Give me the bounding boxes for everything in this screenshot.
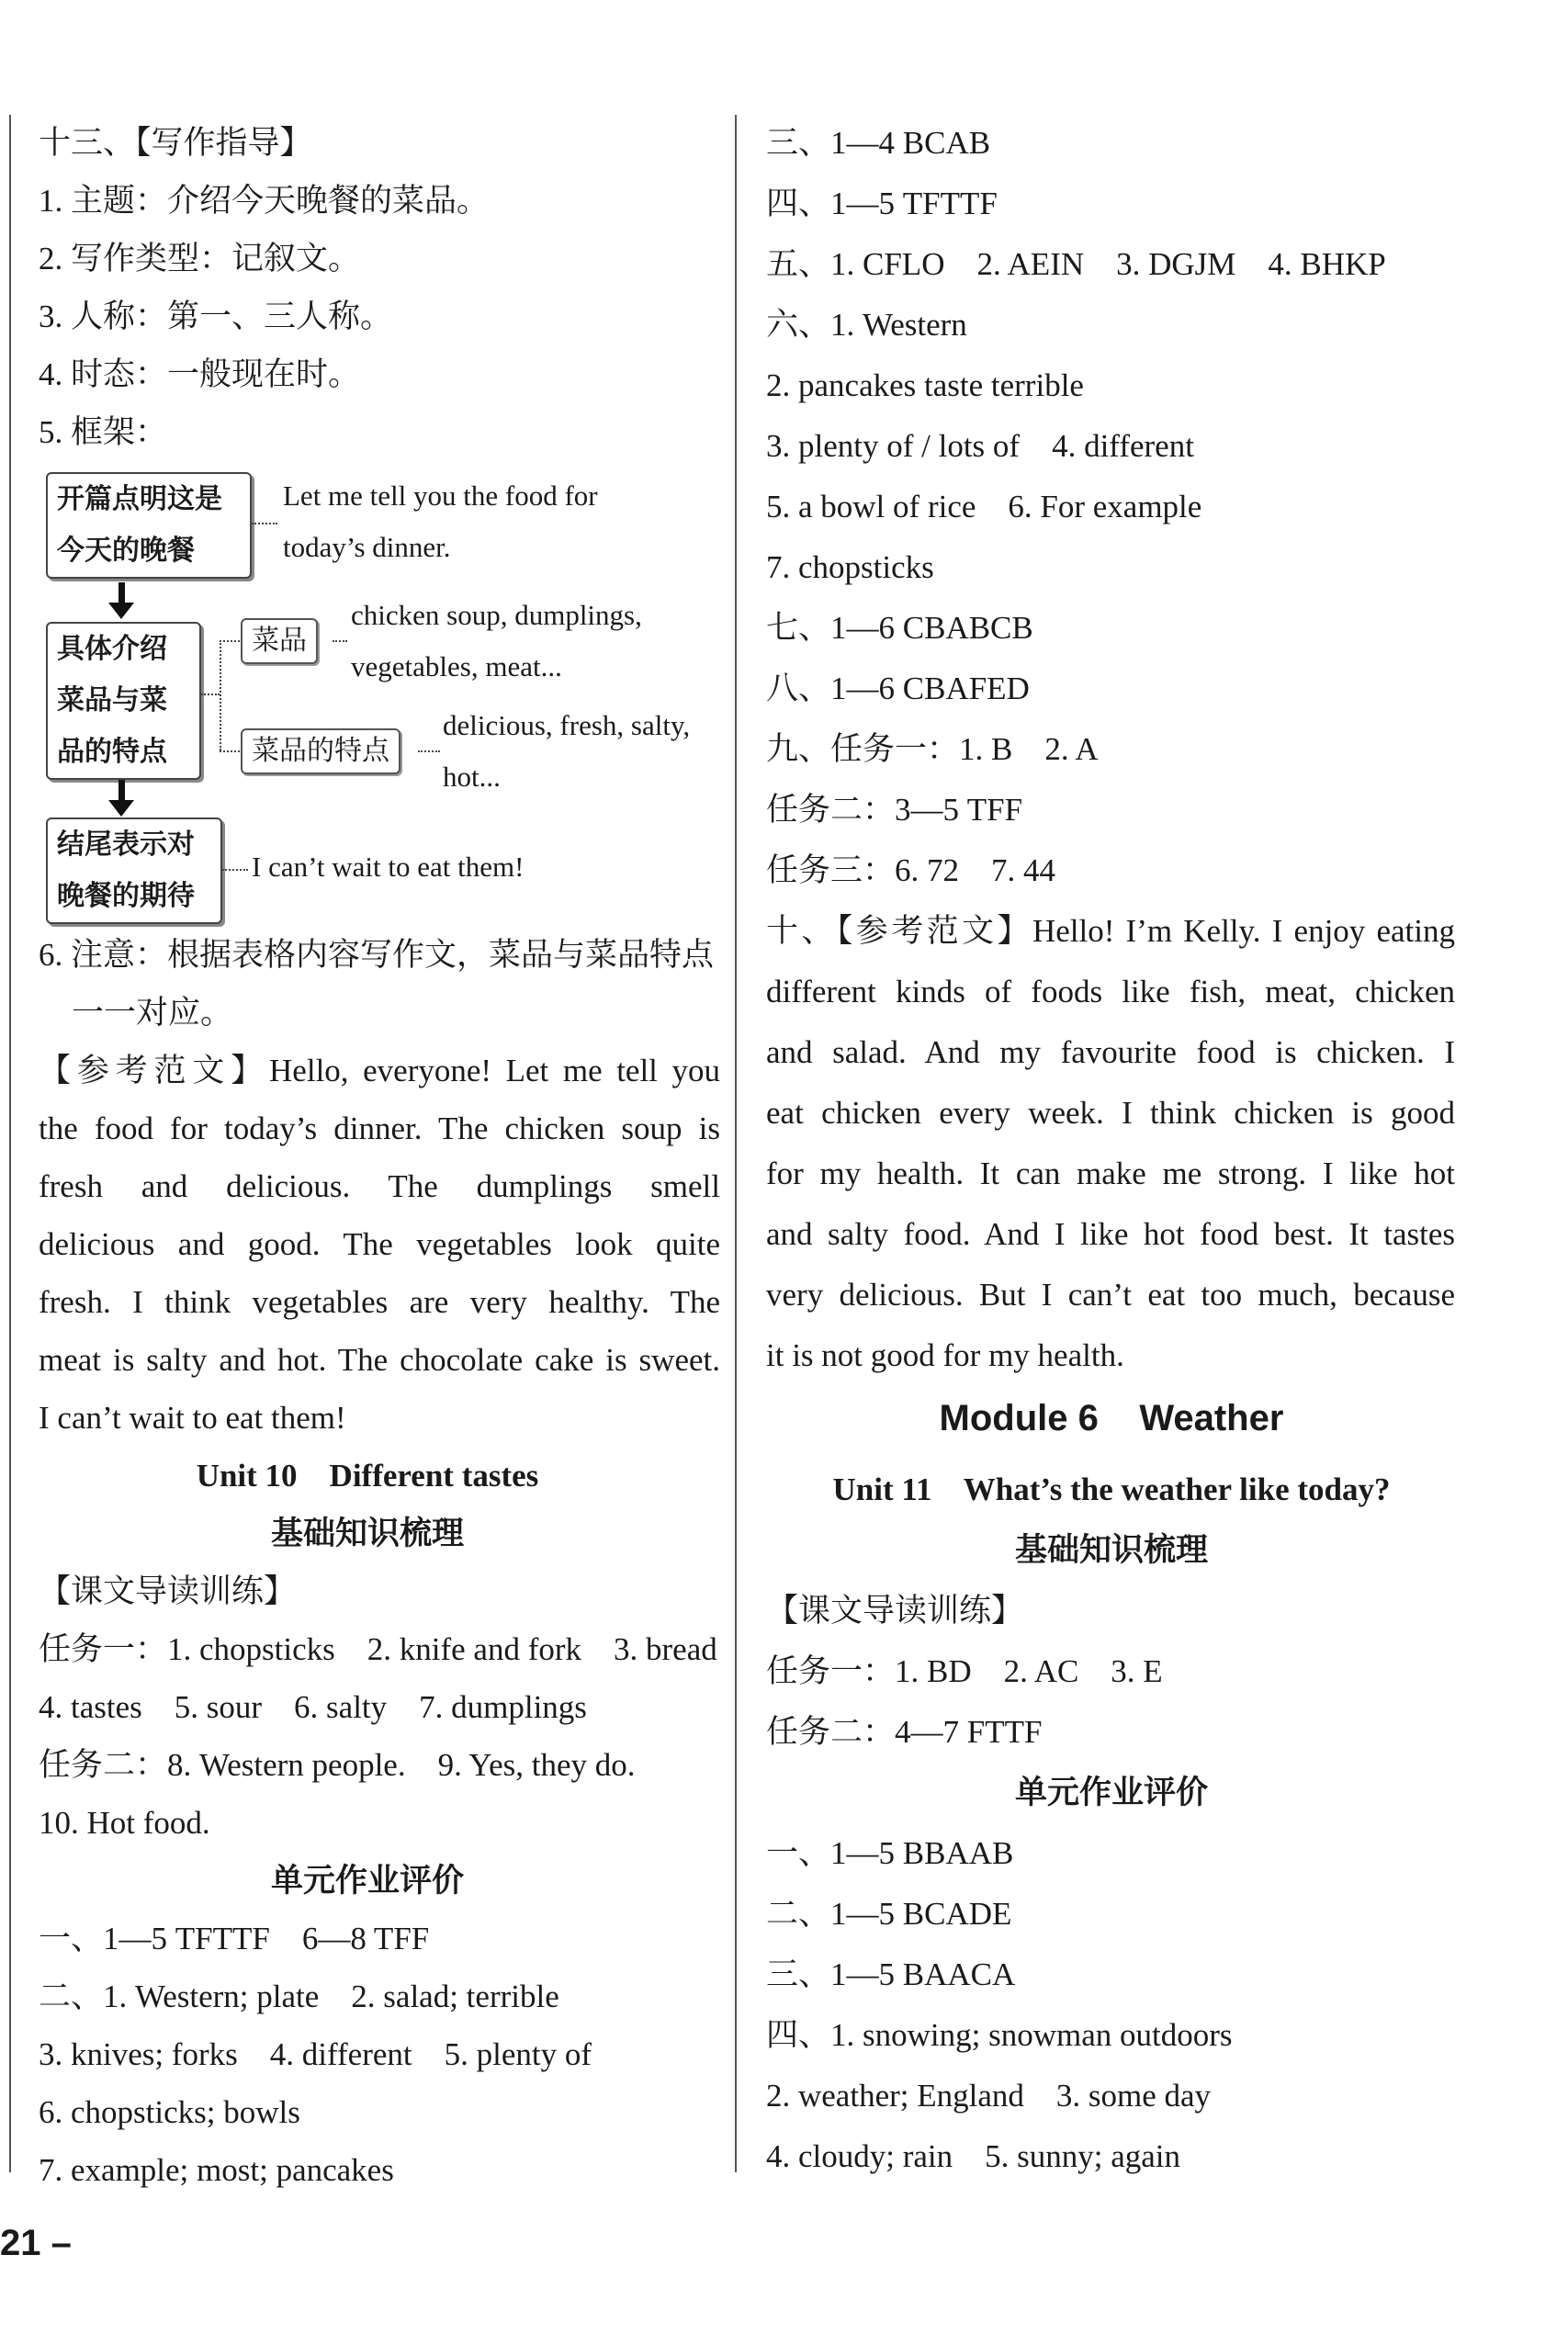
answer-line: 任务一：1. BD 2. AC 3. E	[766, 1653, 1163, 1689]
answer-line: 七、1—6 CBABCB	[766, 610, 1033, 646]
sample-essay-line: meat is salty and hot. The chocolate cake is sweet.	[39, 1342, 720, 1378]
answer-line: 任务二：4—7 FTTF	[766, 1714, 1043, 1750]
sample-essay-line: fresh. I think vegetables are very healthy. The	[39, 1284, 720, 1320]
answer-line: 6. chopsticks; bowls	[39, 2094, 300, 2130]
unit-10-title: Unit 10 Different tastes	[196, 1458, 539, 1494]
basics-heading: 基础知识梳理	[1014, 1532, 1208, 1568]
sample-essay-line: it is not good for my health.	[766, 1337, 1124, 1373]
guide-line: 2. 写作类型：记叙文。	[39, 241, 361, 276]
answer-line: 4. cloudy; rain 5. sunny; again	[766, 2138, 1181, 2174]
module-6-title: Module 6 Weather	[939, 1398, 1284, 1438]
answer-line: 10. Hot food.	[39, 1805, 210, 1841]
connector	[418, 750, 440, 752]
writing-guide-heading: 十三、【写作指导】	[39, 125, 312, 161]
eval-heading: 单元作业评价	[1014, 1775, 1208, 1810]
diagram-text: hot...	[443, 761, 501, 793]
connector	[333, 640, 347, 642]
diagram-text: chicken soup, dumplings,	[351, 599, 642, 631]
answer-line: 一、1—5 TFTTF 6—8 TFF	[39, 1921, 430, 1956]
sample-essay-line: different kinds of foods like fish, meat, chicken	[766, 974, 1455, 1009]
reading-heading: 【课文导读训练】	[766, 1593, 1024, 1629]
sample-essay-line: very delicious. But I can’t eat too much, because	[766, 1277, 1455, 1313]
answer-line: 7. example; most; pancakes	[39, 2152, 394, 2188]
answer-line: 四、1. snowing; snowman outdoors	[766, 2017, 1233, 2053]
answer-line: 任务三：6. 72 7. 44	[766, 852, 1056, 888]
answer-line: 九、任务一：1. B 2. A	[766, 731, 1099, 767]
sample-essay-line: and salty food. And I like hot food best. It tastes	[766, 1216, 1455, 1252]
answer-line: 4. tastes 5. sour 6. salty 7. dumplings	[39, 1689, 587, 1725]
connector	[220, 640, 221, 750]
box-text: 今天的晚餐	[57, 535, 195, 567]
answer-line: 三、1—5 BAACA	[766, 1956, 1016, 1992]
diagram-box-ending	[46, 817, 222, 924]
box-text: 开篇点明这是	[57, 483, 222, 515]
answer-line: 3. plenty of / lots of 4. different	[766, 428, 1194, 464]
answer-line: 六、1. Western	[766, 307, 967, 343]
box-text: 菜品与菜	[57, 684, 167, 716]
tag-dishes: 菜品	[241, 618, 318, 664]
guide-line: 4. 时态：一般现在时。	[39, 356, 361, 392]
diagram-text: today’s dinner.	[283, 531, 451, 563]
sample-essay-line: 十、【参考范文】Hello! I’m Kelly. I enjoy eating	[766, 913, 1455, 949]
diagram-box-opening	[46, 472, 252, 579]
note-line: 一一对应。	[72, 995, 233, 1031]
unit-11-title: Unit 11 What’s the weather like today?	[832, 1471, 1391, 1507]
answer-line: 2. pancakes taste terrible	[766, 367, 1084, 403]
diagram-text: Let me tell you the food for	[283, 479, 598, 512]
sample-essay-line: for my health. It can make me strong. I like hot	[766, 1156, 1455, 1191]
answer-line: 7. chopsticks	[766, 549, 934, 585]
answer-line: 任务二：8. Western people. 9. Yes, they do.	[39, 1747, 636, 1783]
answer-line: 三、1—4 BCAB	[766, 125, 991, 161]
diagram-text: I can’t wait to eat them!	[252, 851, 525, 883]
answer-line: 任务一：1. chopsticks 2. knife and fork 3. bread	[39, 1631, 717, 1667]
answer-line: 3. knives; forks 4. different 5. plenty of	[39, 2036, 592, 2072]
diagram-box-details	[46, 622, 201, 780]
eval-heading: 单元作业评价	[270, 1863, 464, 1899]
guide-line: 1. 主题：介绍今天晚餐的菜品。	[39, 183, 490, 219]
answer-line: 5. a bowl of rice 6. For example	[766, 489, 1202, 524]
answer-line: 二、1. Western; plate 2. salad; terrible	[39, 1979, 559, 2014]
answer-line: 2. weather; England 3. some day	[766, 2078, 1212, 2114]
box-text: 品的特点	[57, 736, 167, 768]
answer-line: 一、1—5 BBAAB	[766, 1835, 1014, 1871]
connector	[222, 869, 248, 871]
sample-essay-line: and salad. And my favourite food is chicken. I	[766, 1034, 1455, 1070]
page-number: 21 –	[0, 2223, 72, 2263]
tag-features: 菜品的特点	[241, 728, 400, 774]
connector	[201, 693, 220, 695]
answer-line: 四、1—5 TFTTF	[766, 186, 998, 221]
sample-essay-line: 【参考范文】Hello, everyone! Let me tell you	[39, 1053, 720, 1088]
sample-essay-line: eat chicken every week. I think chicken is good	[766, 1095, 1455, 1131]
guide-line: 5. 框架：	[39, 414, 168, 450]
answer-line: 任务二：3—5 TFF	[766, 792, 1023, 828]
answer-line: 二、1—5 BCADE	[766, 1896, 1012, 1932]
note-line: 6. 注意：根据表格内容写作文，菜品与菜品特点	[39, 937, 715, 973]
answer-line: 五、1. CFLO 2. AEIN 3. DGJM 4. BHKP	[766, 246, 1386, 282]
connector	[252, 523, 277, 524]
connector	[220, 640, 240, 642]
answer-line: 八、1—6 CBAFED	[766, 671, 1030, 706]
sample-essay-line: the food for today’s dinner. The chicken soup is	[39, 1110, 720, 1146]
sample-essay-line: fresh and delicious. The dumplings smell	[39, 1168, 720, 1204]
box-text: 结尾表示对	[57, 829, 195, 861]
column-divider	[735, 115, 737, 2172]
box-text: 具体介绍	[57, 633, 167, 665]
diagram-text: delicious, fresh, salty,	[443, 709, 691, 741]
diagram-text: vegetables, meat...	[351, 650, 562, 682]
sample-essay-line: I can’t wait to eat them!	[39, 1400, 346, 1436]
connector	[220, 750, 240, 752]
basics-heading: 基础知识梳理	[270, 1516, 464, 1551]
guide-line: 3. 人称：第一、三人称。	[39, 299, 393, 334]
sample-essay-line: delicious and good. The vegetables look quite	[39, 1226, 720, 1262]
box-text: 晚餐的期待	[57, 880, 195, 912]
reading-heading: 【课文导读训练】	[39, 1573, 297, 1609]
